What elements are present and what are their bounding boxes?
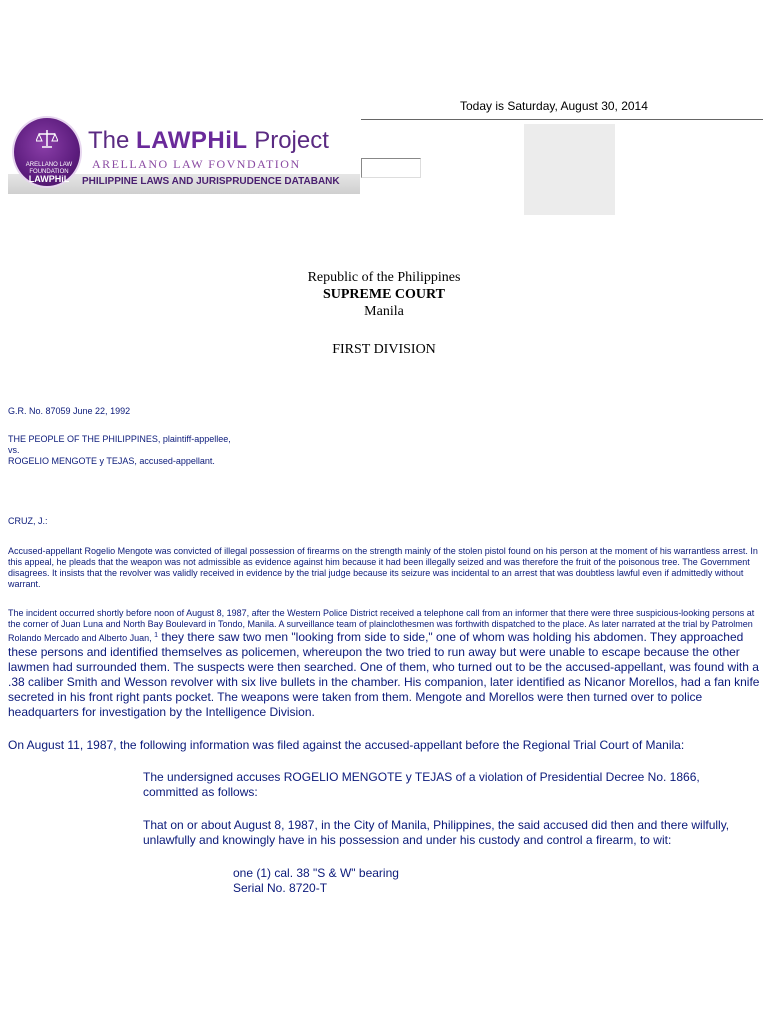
versus-text: vs. (8, 445, 20, 455)
information-quote-1: The undersigned accuses ROGELIO MENGOTE y TEJAS of a violation of Presidential Decree No. 1866, committed as follows: (143, 770, 700, 799)
footnote-link-1[interactable]: 1 (154, 632, 159, 639)
ponente: CRUZ, J.: (8, 516, 48, 526)
division-line: FIRST DIVISION (332, 342, 436, 357)
brand-title (88, 127, 329, 155)
lawphil-seal-logo (12, 116, 82, 188)
seal-top-text: ARELLANO LAW FOUNDATION (25, 162, 73, 175)
ad-placeholder-panel (524, 124, 615, 215)
search-input[interactable] (361, 158, 421, 178)
seal-name: LAWPHiL (28, 174, 70, 184)
case-parties (8, 434, 231, 467)
party-accused: ROGELIO MENGOTE y TEJAS, accused-appellant. (8, 456, 215, 466)
paragraph-1: Accused-appellant Rogelio Mengote was convicted of illegal possession of firearms on the strength mainly of the stolen pistol found on his person at the moment of his warrantless arrest. In this appeal, he pleads that the weapon was not admissible as evidence against him because it had been illegally seized and was therefore the fruit of the poisonous tree. The Government disagrees. It insists that the revolver was validly received in evidence by the trial judge because its seizure was incidental to an arrest that was doubtless lawful even if admittedly without warrant. (8, 546, 758, 589)
brand-title-name: LAWPHiL (136, 127, 248, 154)
paragraph-2-small-text: The incident occurred shortly before noon of August 8, 1987, after the Western Police District received a telephone call from an informer that there were three suspicious-looking persons at the corner of Juan Luna and North Bay Boulevard in Tondo, Manila. A surveillance team of plainclothesmen was forthwith dispatched to the place. As later narrated at the trial by Patrolmen Rolando Mercado and Alberto Juan, (8, 608, 755, 643)
case-header (0, 269, 768, 320)
firearm-line-2: Serial No. 8720-T (233, 881, 328, 895)
brand-subtitle: ARELLANO LAW FOVNDATION (92, 157, 301, 171)
brand-title-suffix: Project (247, 127, 329, 154)
information-quote-2: That on or about August 8, 1987, in the City of Manila, Philippines, the said accused did then and there wilfully, unlawfully and knowingly have in his possession and under his custody and control a firearm, to wit: (143, 818, 730, 847)
lawphil-logo-banner[interactable] (8, 114, 360, 196)
scales-of-justice-icon (36, 128, 58, 150)
date-text: Today is Saturday, August 30, 2014 (460, 99, 648, 113)
party-plaintiff: THE PEOPLE OF THE PHILIPPINES, plaintiff-appellee, (8, 434, 231, 444)
brand-tagline: PHILIPPINE LAWS AND JURISPRUDENCE DATABANK (82, 176, 340, 187)
paragraph-2-large-text: they there saw two men "looking from side to side," one of whom was holding his abdomen. They approached these persons and identified themselves as policemen, whereupon the two tried to run away but were unable to escape because the other lawmen had surrounded them. The suspects were then searched. One of them, who turned out to be the accused-appellant, was found with a .38 caliber Smith and Wesson revolver with six live bullets in the chamber. His companion, later identified as Nicanor Morellos, had a fan knife secreted in his front right pants pocket. The weapons were taken from them. Mengote and Morellos were then turned over to police headquarters for investigation by the Intelligence Division. (8, 630, 760, 719)
court-line: SUPREME COURT (322, 287, 445, 302)
brand-title-prefix: The (88, 127, 137, 154)
firearm-line-1: one (1) cal. 38 "S & W" bearing (233, 866, 399, 880)
seal-text (20, 162, 78, 183)
paragraph-2 (8, 608, 760, 720)
firearm-description (233, 866, 633, 896)
header-divider (361, 119, 763, 120)
paragraph-3: On August 11, 1987, the following information was filed against the accused-appellant before the Regional Trial Court of Manila: (8, 738, 685, 752)
gr-number: G.R. No. 87059 June 22, 1992 (8, 406, 131, 416)
republic-line: Republic of the Philippines (307, 270, 461, 285)
city-line: Manila (364, 304, 404, 319)
